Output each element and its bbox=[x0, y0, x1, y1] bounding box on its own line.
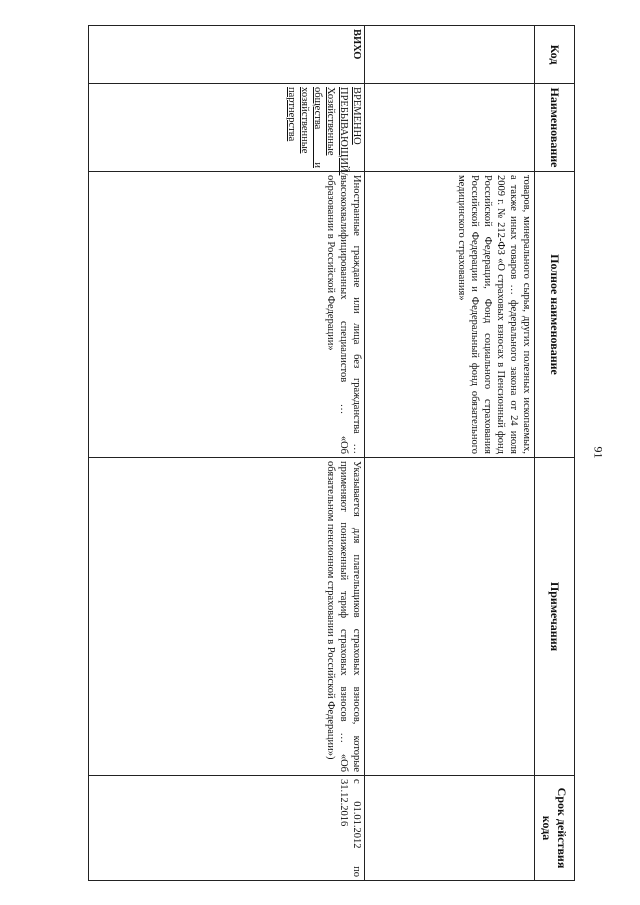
row1-code bbox=[365, 26, 535, 84]
row1-term bbox=[365, 776, 535, 881]
row2-term: с 01.01.2012 по 31.12.2016 bbox=[89, 776, 365, 881]
row2-name: ВРЕМЕННО ПРЕБЫВАЮЩИЙ/ Хозяйственные общества и хозяйственные партнерства bbox=[89, 84, 365, 172]
row1-notes bbox=[365, 458, 535, 776]
table-header-row bbox=[535, 26, 575, 881]
header-term: Срок действия кода bbox=[535, 776, 575, 881]
row2-full-name: Иностранные граждане или лица без гражданства … высококвалифицированных специалистов … «Об образовании в Российской Федерации» bbox=[89, 172, 365, 458]
row1-name bbox=[365, 84, 535, 172]
table-row bbox=[89, 26, 365, 881]
header-code: Код bbox=[535, 26, 575, 84]
rotated-table-wrapper bbox=[88, 25, 575, 880]
table-row bbox=[365, 26, 535, 881]
codes-table bbox=[88, 25, 575, 881]
page-number: 91 bbox=[591, 446, 606, 459]
header-notes: Примечания bbox=[535, 458, 575, 776]
row2-code: ВИХО bbox=[89, 26, 365, 84]
header-full-name: Полное наименование bbox=[535, 172, 575, 458]
row2-notes: Указывается для плательщиков страховых взносов, которые применяют пониженный тариф страховых взносов … «Об обязательном пенсионном страховании в Российской Федерации») bbox=[89, 458, 365, 776]
row1-full-name: товаров, минерального сырья, других полезных ископаемых, а также иных товаров … федерального закона от 24 июля 2009 г. № 212-ФЗ «О страховых взносах в Пенсионный фонд Российской Федерации, Фонд социального страхования Российской Федерации и Федеральный фонд обязательного медицинского страхования» bbox=[365, 172, 535, 458]
header-name: Наименование bbox=[535, 84, 575, 172]
